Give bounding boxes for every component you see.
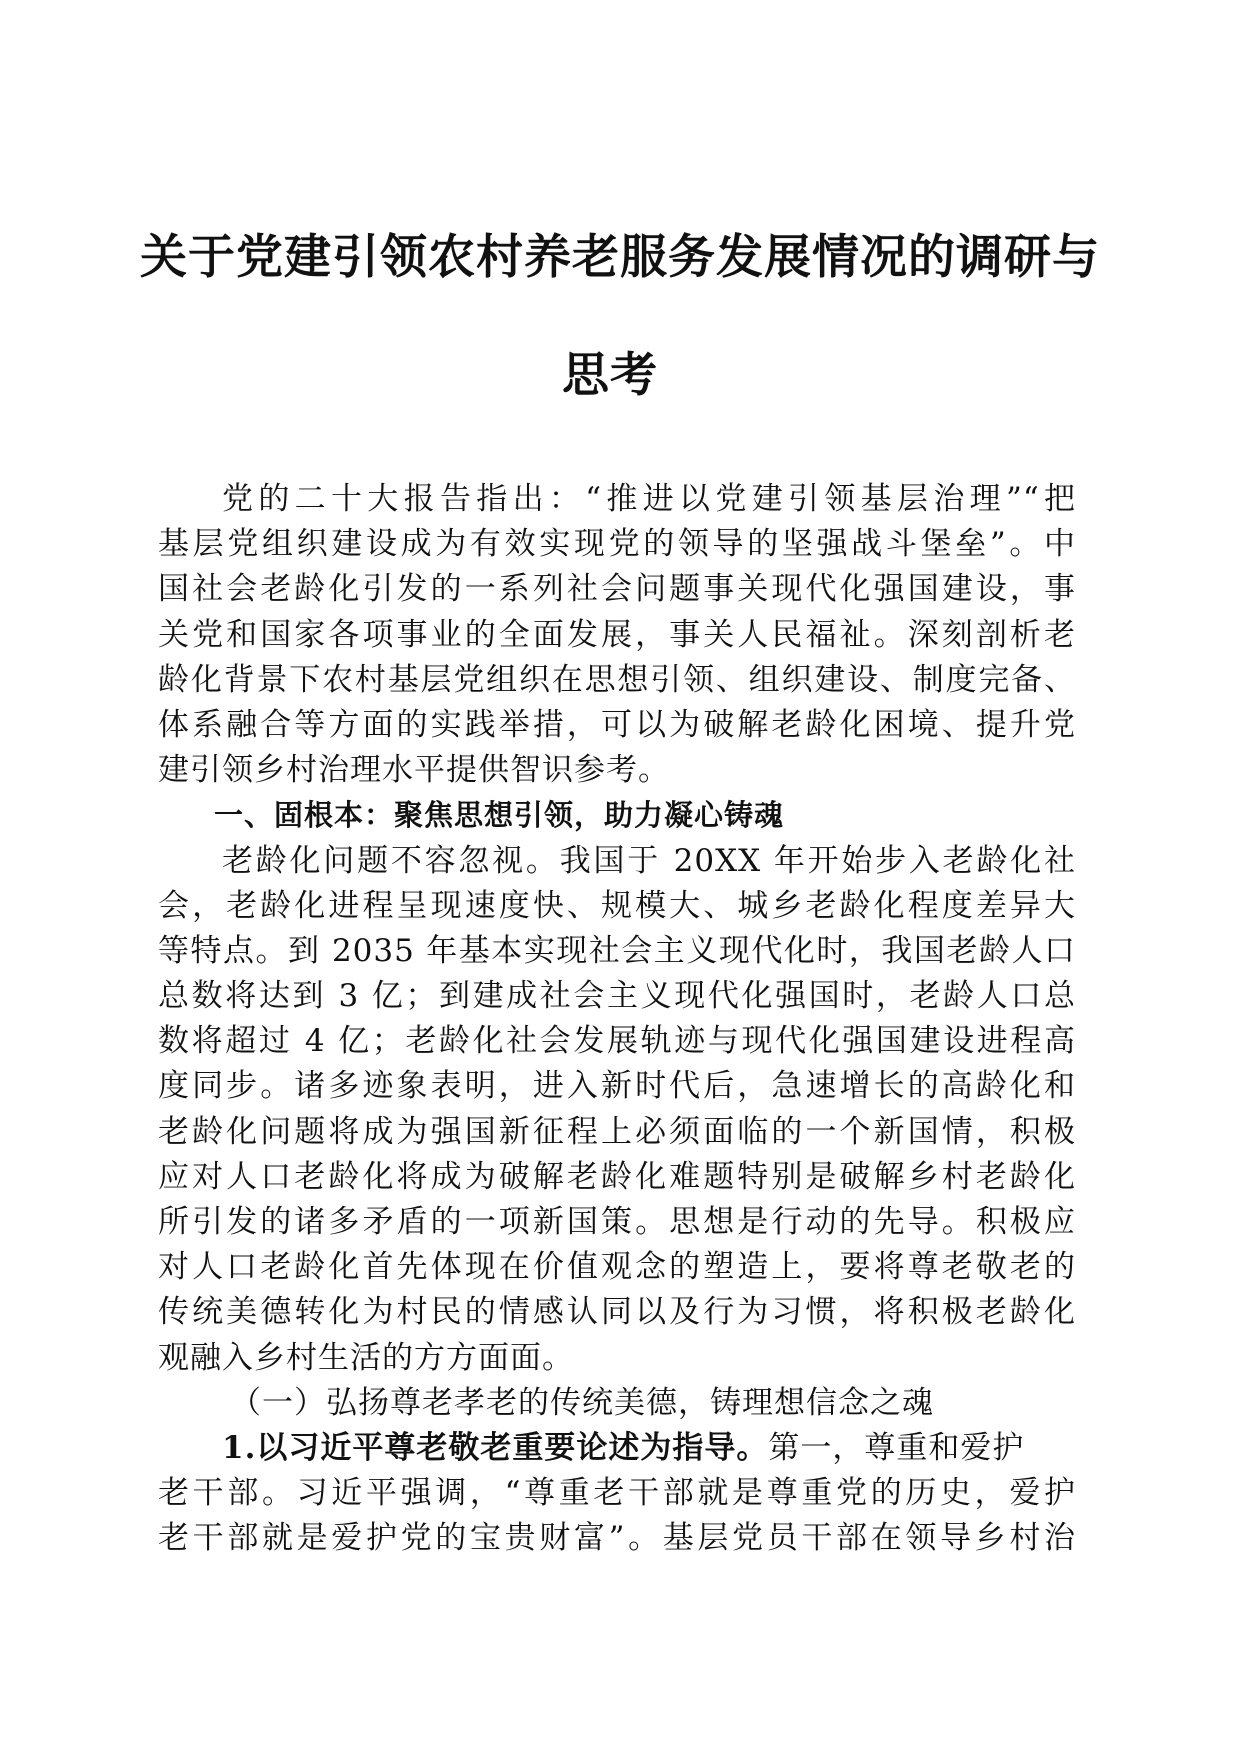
paragraph-line: 党的二十大报告指出：“推进以党建引领基层治理”“把 [222, 481, 1076, 517]
paragraph-line: 关党和国家各项事业的全面发展，事关人民福祉。深刻剖析老 [158, 616, 1076, 653]
paragraph-line: 观融入乡村生活的方方面面。 [158, 1339, 574, 1376]
paragraph-line: 等特点。到 2035 年基本实现社会主义现代化时，我国老龄人口 [158, 932, 1076, 969]
paragraph-line: 应对人口老龄化将成为破解老龄化难题特别是破解乡村老龄化 [158, 1158, 1076, 1195]
paragraph-line: 总数将达到 3 亿；到建成社会主义现代化强国时，老龄人口总 [158, 978, 1076, 1015]
section-heading: 一、固根本：聚焦思想引领，助力凝心铸魂 [214, 798, 785, 833]
item-lead-bold: 1.以习近平尊老敬老重要论述为指导。 [222, 1429, 769, 1466]
paragraph-line: 建引领乡村治理水平提供智识参考。 [158, 752, 670, 789]
document-title-line-1: 关于党建引领农村养老服务发展情况的调研与 [140, 230, 1100, 285]
paragraph-line: 龄化背景下农村基层党组织在思想引领、组织建设、制度完备、 [158, 661, 1076, 698]
paragraph-line: 度同步。诸多迹象表明，进入新时代后，急速增长的高龄化和 [158, 1068, 1076, 1105]
paragraph-line: 基层党组织建设成为有效实现党的领导的坚强战斗堡垒”。中 [158, 526, 1076, 563]
paragraph-line: 数将超过 4 亿；老龄化社会发展轨迹与现代化强国建设进程高 [158, 1023, 1076, 1060]
paragraph-line: 老龄化问题将成为强国新征程上必须面临的一个新国情，积极 [158, 1113, 1076, 1150]
document-title-line-2: 思考 [562, 348, 658, 403]
paragraph-line: 老干部就是爱护党的宝贵财富”。基层党员干部在领导乡村治 [158, 1520, 1076, 1557]
paragraph-line: 对人口老龄化首先体现在价值观念的塑造上，要将尊老敬老的 [158, 1249, 1076, 1286]
paragraph-line: 体系融合等方面的实践举措，可以为破解老龄化困境、提升党 [158, 706, 1076, 743]
document-body [158, 477, 1076, 1562]
item-lead-text: 第一，尊重和爱护 [768, 1429, 1025, 1466]
paragraph-line: 国社会老龄化引发的一系列社会问题事关现代化强国建设，事 [158, 571, 1076, 608]
paragraph-line: 传统美德转化为村民的情感认同以及行为习惯，将积极老龄化 [158, 1294, 1076, 1331]
item-lead-line [158, 1426, 1076, 1471]
subsection-heading: （一）弘扬尊老孝老的传统美德，铸理想信念之魂 [230, 1384, 934, 1421]
paragraph-line: 老龄化问题不容忽视。我国于 20XX 年开始步入老龄化社 [222, 842, 1076, 879]
paragraph-line: 老干部。习近平强调，“尊重老干部就是尊重党的历史，爱护 [158, 1475, 1076, 1512]
paragraph-line: 所引发的诸多矛盾的一项新国策。思想是行动的先导。积极应 [158, 1204, 1076, 1240]
paragraph-line: 会，老龄化进程呈现速度快、规模大、城乡老龄化程度差异大 [158, 887, 1076, 924]
